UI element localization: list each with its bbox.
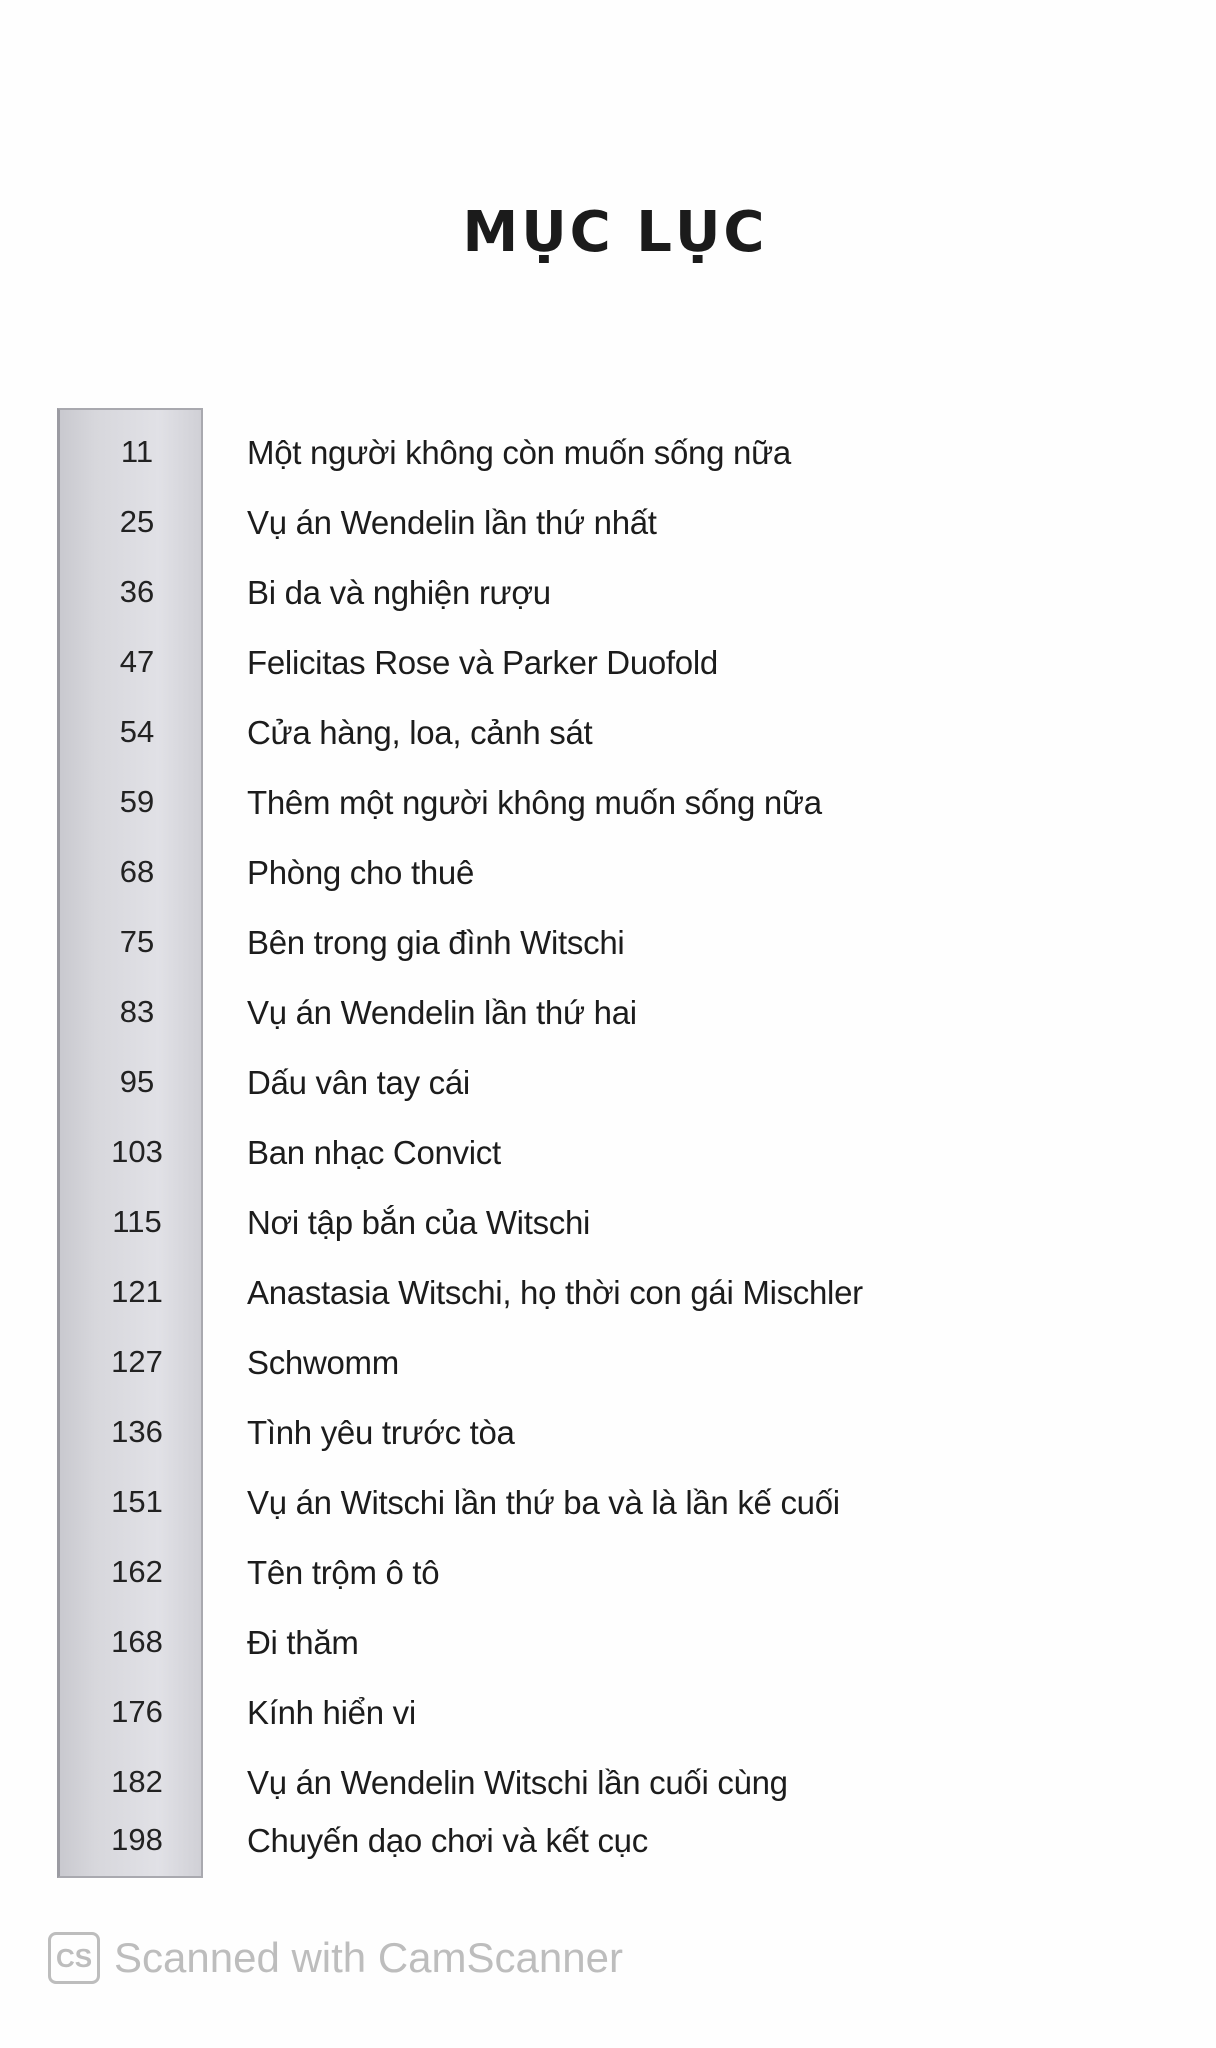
toc-page-number: 68 <box>119 854 155 889</box>
toc-page-number: 198 <box>111 1822 163 1857</box>
toc-chapter-title: Bi da và nghiện rượu <box>247 574 551 611</box>
toc-page-number: 103 <box>111 1134 163 1169</box>
toc-entry <box>57 1808 957 1876</box>
toc-page-number: 168 <box>111 1624 163 1659</box>
toc-page-number: 136 <box>111 1414 163 1449</box>
toc-chapter-title: Tên trộm ô tô <box>247 1554 440 1591</box>
toc-chapter-title: Thêm một người không muốn sống nữa <box>247 784 822 821</box>
toc-chapter-title: Felicitas Rose và Parker Duofold <box>247 644 718 681</box>
toc-chapter-title: Một người không còn muốn sống nữa <box>247 434 791 471</box>
toc-entry <box>57 1400 957 1468</box>
toc-entry <box>57 1190 957 1258</box>
toc-page-number: 121 <box>111 1274 163 1309</box>
toc-page-number: 47 <box>119 644 155 679</box>
toc-page-number: 36 <box>119 574 155 609</box>
toc-chapter-title: Bên trong gia đình Witschi <box>247 924 625 961</box>
toc-entry <box>57 1540 957 1608</box>
toc-page-number: 127 <box>111 1344 163 1379</box>
toc-entry <box>57 490 957 558</box>
toc-entry <box>57 840 957 908</box>
toc-entry <box>57 980 957 1048</box>
toc-chapter-title: Chuyến dạo chơi và kết cục <box>247 1822 648 1859</box>
toc-entry <box>57 1120 957 1188</box>
toc-entry <box>57 1470 957 1538</box>
toc-page-number: 162 <box>111 1554 163 1589</box>
toc-entry <box>57 420 957 488</box>
toc-chapter-title: Tình yêu trước tòa <box>247 1414 515 1451</box>
toc-page-number: 95 <box>119 1064 155 1099</box>
toc-entry <box>57 560 957 628</box>
toc-entry <box>57 700 957 768</box>
toc-chapter-title: Vụ án Wendelin lần thứ nhất <box>247 504 657 541</box>
toc-page-number: 25 <box>119 504 155 539</box>
toc-chapter-title: Ban nhạc Convict <box>247 1134 501 1171</box>
toc-entry <box>57 1050 957 1118</box>
watermark-text: Scanned with CamScanner <box>114 1934 623 1981</box>
toc-chapter-title: Nơi tập bắn của Witschi <box>247 1204 591 1241</box>
camscanner-logo-icon: CS <box>48 1932 100 1984</box>
scanner-watermark <box>48 1930 623 1986</box>
toc-page-number: 11 <box>120 434 154 469</box>
toc-page-number: 115 <box>112 1204 162 1239</box>
toc-page-number: 151 <box>111 1484 163 1519</box>
toc-entry <box>57 1610 957 1678</box>
toc-entry <box>57 770 957 838</box>
toc-entry <box>57 1680 957 1748</box>
toc-page-number: 182 <box>111 1764 163 1799</box>
toc-entry <box>57 910 957 978</box>
toc-chapter-title: Cửa hàng, loa, cảnh sát <box>247 714 593 751</box>
toc-entry <box>57 1260 957 1328</box>
toc-chapter-title: Anastasia Witschi, họ thời con gái Mischler <box>247 1274 863 1311</box>
toc-page-number: 83 <box>119 994 155 1029</box>
toc-chapter-title: Dấu vân tay cái <box>247 1064 470 1101</box>
toc-page-number: 75 <box>119 924 155 959</box>
page-title: MỤC LỤC <box>462 200 768 265</box>
toc-page-number: 59 <box>119 784 155 819</box>
table-of-contents <box>57 408 957 1878</box>
toc-entry <box>57 1330 957 1398</box>
toc-chapter-title: Vụ án Wendelin Witschi lần cuối cùng <box>247 1764 788 1801</box>
toc-chapter-title: Kính hiển vi <box>247 1694 416 1731</box>
toc-chapter-title: Phòng cho thuê <box>247 854 474 891</box>
toc-entry <box>57 630 957 698</box>
toc-chapter-title: Vụ án Wendelin lần thứ hai <box>247 994 637 1031</box>
toc-chapter-title: Schwomm <box>247 1344 399 1381</box>
toc-chapter-title: Vụ án Witschi lần thứ ba và là lần kế cuối <box>247 1484 840 1521</box>
toc-chapter-title: Đi thăm <box>247 1624 359 1661</box>
toc-page-number: 54 <box>119 714 155 749</box>
toc-page-number: 176 <box>111 1694 163 1729</box>
